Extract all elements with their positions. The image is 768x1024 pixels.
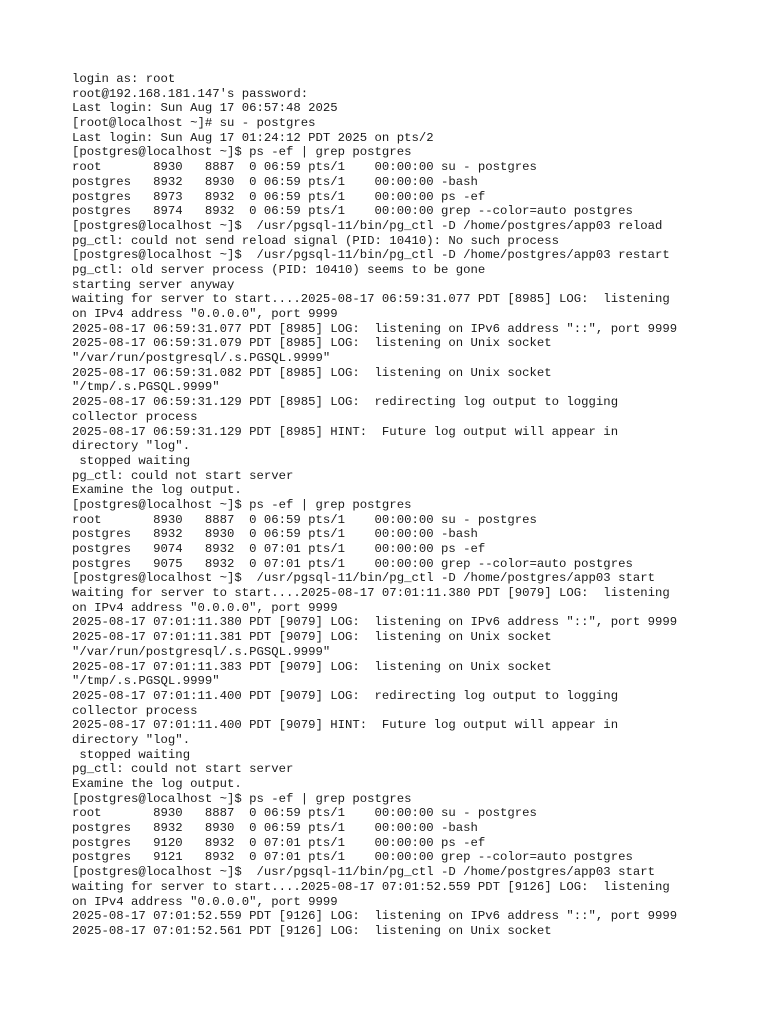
- terminal-line: "/tmp/.s.PGSQL.9999": [72, 674, 220, 689]
- terminal-line: postgres 8932 8930 0 06:59 pts/1 00:00:00 -bash: [72, 527, 478, 542]
- terminal-line: postgres 8932 8930 0 06:59 pts/1 00:00:00 -bash: [72, 174, 478, 189]
- terminal-line: "/var/run/postgresql/.s.PGSQL.9999": [72, 351, 331, 366]
- terminal-line: 2025-08-17 06:59:31.129 PDT [8985] HINT: Future log output will appear in: [72, 424, 619, 439]
- terminal-line: 2025-08-17 07:01:11.381 PDT [9079] LOG: listening on Unix socket: [72, 630, 552, 645]
- terminal-line: 2025-08-17 07:01:52.561 PDT [9126] LOG: listening on Unix socket: [72, 923, 552, 938]
- terminal-line: postgres 9075 8932 0 07:01 pts/1 00:00:00 grep --color=auto postgres: [72, 556, 633, 571]
- terminal-line: on IPv4 address "0.0.0.0", port 9999: [72, 600, 338, 615]
- terminal-line: pg_ctl: could not send reload signal (PID: 10410): No such process: [72, 233, 560, 248]
- terminal-line: login as: root: [72, 72, 176, 86]
- terminal-line: pg_ctl: old server process (PID: 10410) seems to be gone: [72, 262, 486, 277]
- terminal-line: 2025-08-17 06:59:31.077 PDT [8985] LOG: listening on IPv6 address "::", port 9999: [72, 321, 678, 336]
- terminal-line: root 8930 8887 0 06:59 pts/1 00:00:00 su - postgres: [72, 806, 537, 821]
- terminal-line: directory "log".: [72, 439, 191, 454]
- terminal-line: root 8930 8887 0 06:59 pts/1 00:00:00 su - postgres: [72, 512, 537, 527]
- terminal-line: on IPv4 address "0.0.0.0", port 9999: [72, 894, 338, 909]
- terminal-line: directory "log".: [72, 732, 191, 747]
- terminal-line: postgres 8973 8932 0 06:59 pts/1 00:00:00 ps -ef: [72, 189, 486, 204]
- terminal-line: "/var/run/postgresql/.s.PGSQL.9999": [72, 644, 331, 659]
- terminal-line: Last login: Sun Aug 17 06:57:48 2025: [72, 101, 338, 116]
- terminal-line: 2025-08-17 07:01:11.380 PDT [9079] LOG: listening on IPv6 address "::", port 9999: [72, 615, 678, 630]
- terminal-line: postgres 9121 8932 0 07:01 pts/1 00:00:00 grep --color=auto postgres: [72, 850, 633, 865]
- terminal-line: Examine the log output.: [72, 777, 242, 791]
- terminal-line: postgres 9074 8932 0 07:01 pts/1 00:00:00 ps -ef: [72, 542, 486, 556]
- terminal-line: 2025-08-17 06:59:31.079 PDT [8985] LOG: listening on Unix socket: [72, 336, 552, 351]
- terminal-line: Examine the log output.: [72, 483, 242, 498]
- terminal-line: root 8930 8887 0 06:59 pts/1 00:00:00 su - postgres: [72, 160, 537, 175]
- terminal-line: pg_ctl: could not start server: [72, 468, 294, 483]
- terminal-line: waiting for server to start....2025-08-17 07:01:52.559 PDT [9126] LOG: listening: [72, 879, 670, 894]
- terminal-output[interactable]: [72, 72, 762, 939]
- terminal-line: postgres 8932 8930 0 06:59 pts/1 00:00:00 -bash: [72, 821, 478, 836]
- terminal-line: stopped waiting: [72, 747, 191, 762]
- terminal-line: starting server anyway: [72, 277, 235, 292]
- terminal-line: 2025-08-17 07:01:11.400 PDT [9079] LOG: redirecting log output to logging: [72, 688, 619, 703]
- terminal-line: [postgres@localhost ~]$ /usr/pgsql-11/bin/pg_ctl -D /home/postgres/app03 reload: [72, 218, 663, 233]
- terminal-line: on IPv4 address "0.0.0.0", port 9999: [72, 307, 338, 321]
- terminal-line: waiting for server to start....2025-08-17 06:59:31.077 PDT [8985] LOG: listening: [72, 292, 670, 307]
- terminal-line: [postgres@localhost ~]$ /usr/pgsql-11/bin/pg_ctl -D /home/postgres/app03 start: [72, 865, 655, 880]
- terminal-line: 2025-08-17 06:59:31.129 PDT [8985] LOG: redirecting log output to logging: [72, 395, 619, 410]
- terminal-line: 2025-08-17 07:01:11.383 PDT [9079] LOG: listening on Unix socket: [72, 659, 552, 674]
- terminal-line: "/tmp/.s.PGSQL.9999": [72, 380, 220, 395]
- terminal-line: postgres 9120 8932 0 07:01 pts/1 00:00:00 ps -ef: [72, 835, 486, 850]
- terminal-line: 2025-08-17 07:01:52.559 PDT [9126] LOG: listening on IPv6 address "::", port 9999: [72, 909, 678, 924]
- terminal-line: postgres 8974 8932 0 06:59 pts/1 00:00:00 grep --color=auto postgres: [72, 204, 633, 219]
- terminal-line: [postgres@localhost ~]$ ps -ef | grep postgres: [72, 145, 412, 160]
- terminal-line: collector process: [72, 409, 198, 424]
- terminal-line: stopped waiting: [72, 453, 191, 468]
- terminal-line: waiting for server to start....2025-08-17 07:01:11.380 PDT [9079] LOG: listening: [72, 586, 670, 601]
- terminal-line: 2025-08-17 06:59:31.082 PDT [8985] LOG: listening on Unix socket: [72, 365, 552, 380]
- terminal-line: collector process: [72, 703, 198, 718]
- terminal-line: [postgres@localhost ~]$ /usr/pgsql-11/bin/pg_ctl -D /home/postgres/app03 start: [72, 571, 655, 586]
- terminal-line: pg_ctl: could not start server: [72, 762, 294, 777]
- terminal-line: 2025-08-17 07:01:11.400 PDT [9079] HINT: Future log output will appear in: [72, 718, 619, 733]
- terminal-line: [postgres@localhost ~]$ ps -ef | grep postgres: [72, 497, 412, 512]
- terminal-line: [postgres@localhost ~]$ ps -ef | grep postgres: [72, 791, 412, 806]
- terminal-line: [root@localhost ~]# su - postgres: [72, 116, 316, 131]
- terminal-line: Last login: Sun Aug 17 01:24:12 PDT 2025 on pts/2: [72, 130, 434, 145]
- terminal-line: [postgres@localhost ~]$ /usr/pgsql-11/bin/pg_ctl -D /home/postgres/app03 restart: [72, 248, 670, 263]
- terminal-line: root@192.168.181.147's password:: [72, 86, 309, 101]
